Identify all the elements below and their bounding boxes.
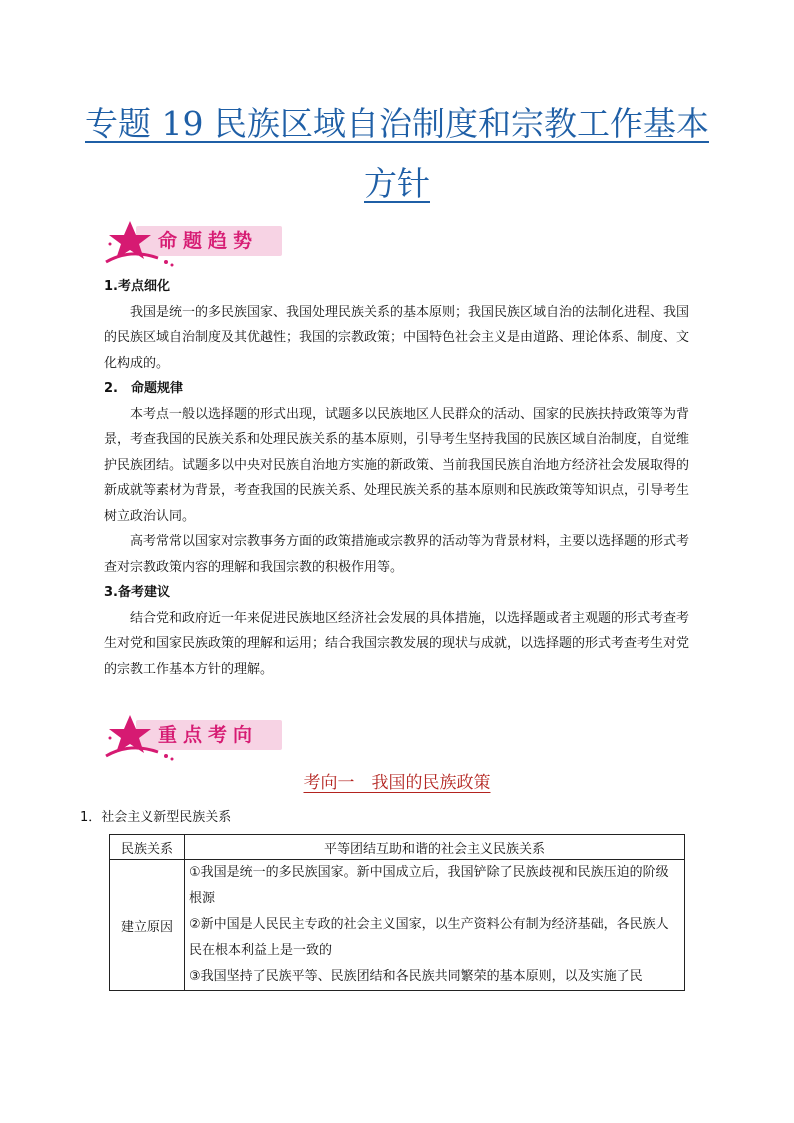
paragraph: 高考常常以国家对宗教事务方面的政策措施或宗教界的活动等为背景材料，主要以选择题的形式考查对宗教政策内容的理解和我国宗教的积极作用等。 [104,534,690,575]
table-point: ②新中国是人民民主专政的社会主义国家，以生产资料公有制为经济基础，各民族人民在根本利益上是一致的 [189,917,669,958]
heading-points: 1.考点细化 [104,279,170,294]
section-trend-body [104,274,694,682]
table-point: ③我国坚持了民族平等、民族团结和各民族共同繁荣的基本原则，以及实施了民 [189,969,643,984]
banner-label: 命题趋势 [158,230,259,252]
banner-focus [100,712,290,762]
table-header-row [110,835,685,860]
heading-rules: 2. 命题规律 [104,381,183,396]
page-title: 专题 19 民族区域自治制度和宗教工作基本方针 [85,104,709,203]
banner-label: 重点考向 [158,724,259,746]
subheading: 考向一 我国的民族政策 [303,773,491,793]
banner-trend [100,218,290,268]
table-row-label: 建立原因 [110,860,185,991]
ethnic-relations-table [109,834,685,991]
table-cell [185,860,685,991]
heading-advice: 3.备考建议 [104,585,170,600]
paragraph: 我国是统一的多民族国家、我国处理民族关系的基本原则；我国民族区域自治的法制化进程、我国的民族区域自治制度及其优越性；我国的宗教政策；中国特色社会主义是由道路、理论体系、制度、文化构成的。 [104,304,690,371]
table-row [110,860,685,991]
table-header-cell: 平等团结互助和谐的社会主义民族关系 [185,835,685,860]
section-label: 1．社会主义新型民族关系 [80,810,232,825]
table-point: ①我国是统一的多民族国家。新中国成立后，我国铲除了民族歧视和民族压迫的阶级根源 [189,865,669,906]
paragraph: 本考点一般以选择题的形式出现，试题多以民族地区人民群众的活动、国家的民族扶持政策等为背景，考查我国的民族关系和处理民族关系的基本原则，引导考生坚持我国的民族区域自治制度，自觉维护民族团结。试题多以中央对民族自治地方实施的新政策、当前我国民族自治地方经济社会发展取得的新成就等素材为背景，考查我国的民族关系、处理民族关系的基本原则和民族政策等知识点，引导考生树立政治认同。 [104,406,690,524]
paragraph: 结合党和政府近一年来促进民族地区经济社会发展的具体措施，以选择题或者主观题的形式考查考生对党和国家民族政策的理解和运用；结合我国宗教发展的现状与成就，以选择题的形式考查考生对党的宗教工作基本方针的理解。 [104,610,690,677]
table-header-cell: 民族关系 [110,835,185,860]
